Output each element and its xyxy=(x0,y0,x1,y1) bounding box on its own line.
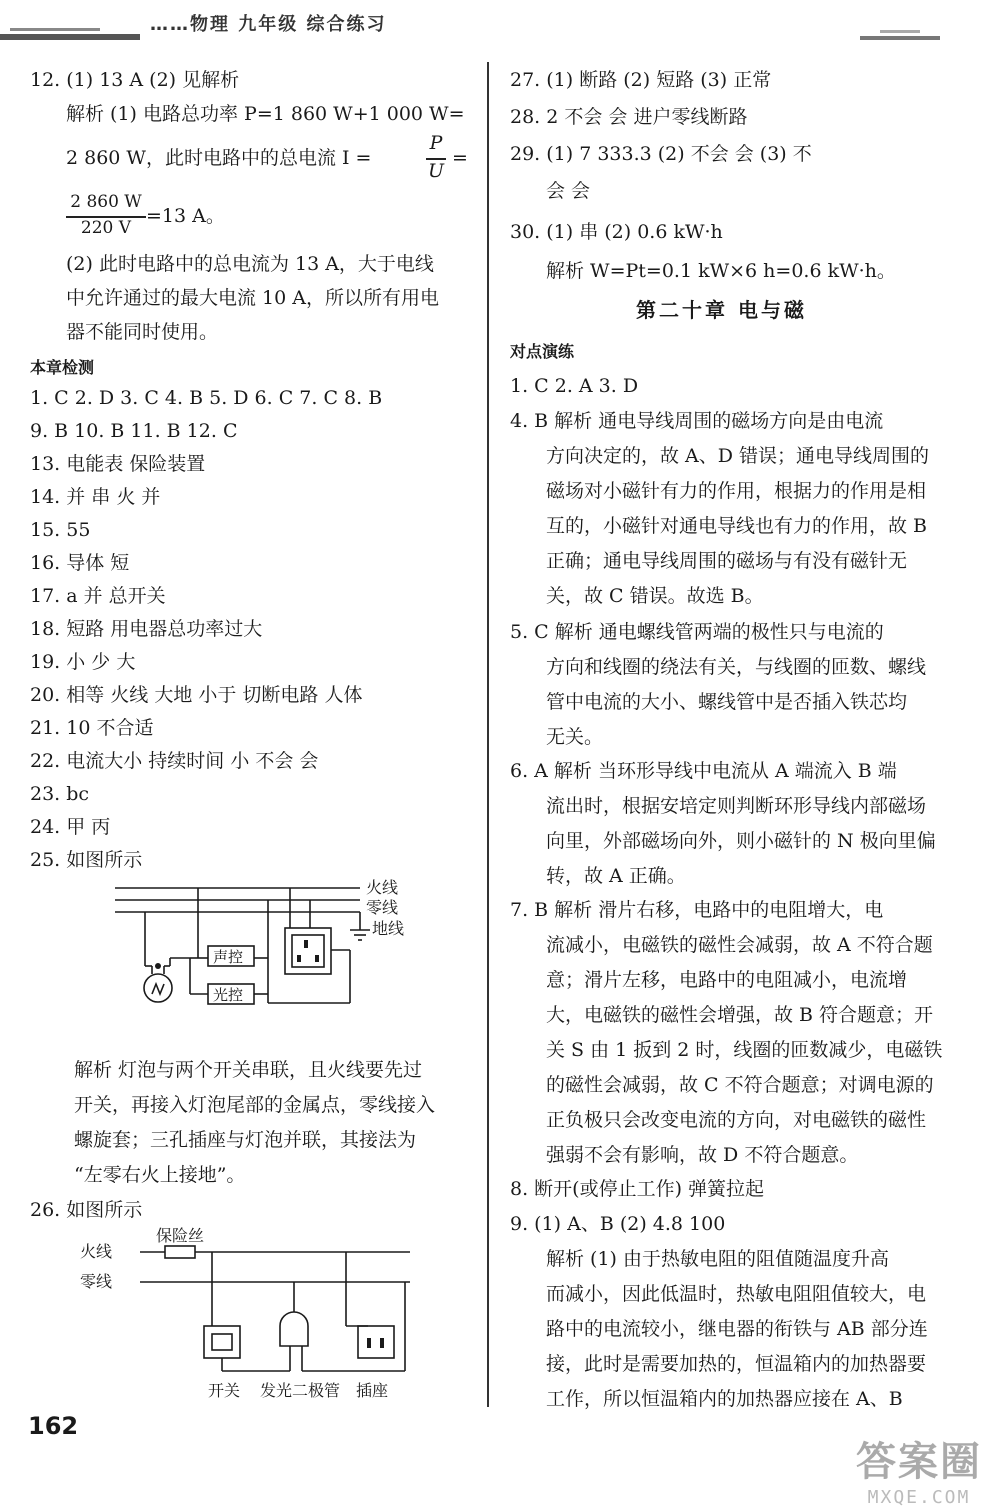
answer-line: 9. B 10. B 11. B 12. C xyxy=(30,420,238,442)
page-header xyxy=(0,0,1000,48)
answer-line: 20. 相等 火线 大地 小于 切断电路 人体 xyxy=(30,684,363,706)
answer-line: 5. C 解析 通电螺线管两端的极性只与电流的 xyxy=(510,621,884,643)
fig25-label-sound-switch: 声控 xyxy=(213,948,244,966)
fig26-caption-socket: 插座 xyxy=(356,1381,389,1400)
answer-line: 路中的电流较小，继电器的衔铁与 AB 部分连 xyxy=(546,1318,928,1340)
answer-line: 会 会 xyxy=(546,180,591,202)
answer-line: 23. bc xyxy=(30,783,90,805)
section-title-practice: 对点演练 xyxy=(510,342,575,361)
equals-sign: = xyxy=(452,147,468,169)
answer-line: 正确；通电导线周围的磁场与有没有磁针无 xyxy=(546,550,908,572)
q25-explain-line: 螺旋套；三孔插座与灯泡并联，其接法为 xyxy=(74,1129,417,1151)
fig26-label-live: 火线 xyxy=(80,1242,113,1261)
answer-line: 30. (1) 串 (2) 0.6 kW·h xyxy=(510,221,723,243)
answer-line: 15. 55 xyxy=(30,519,91,541)
watermark xyxy=(856,1430,982,1508)
answer-line: 4. B 解析 通电导线周围的磁场方向是由电流 xyxy=(510,410,884,432)
answer-line: 24. 甲 丙 xyxy=(30,816,111,838)
answer-line: 解析 (1) 由于热敏电阻的阻值随温度升高 xyxy=(546,1248,889,1270)
watermark-url: MXQE.COM xyxy=(867,1487,971,1508)
answer-line: 29. (1) 7 333.3 (2) 不会 会 (3) 不 xyxy=(510,143,812,165)
page-number: 162 xyxy=(28,1412,79,1440)
q25-explain-line: “左零右火上接地”。 xyxy=(74,1164,246,1186)
q12-line6: 中允许通过的最大电流 10 A，所以所有用电 xyxy=(66,287,439,309)
answer-line: 9. (1) A、B (2) 4.8 100 xyxy=(510,1213,726,1235)
q12-line3: 2 860 W，此时电路中的总电流 I = xyxy=(66,147,372,169)
column-divider xyxy=(487,62,489,1407)
fraction-denominator: U xyxy=(427,160,444,182)
answer-line: 接，此时是需要加热的，恒温箱内的加热器要 xyxy=(546,1353,927,1375)
answer-line: 无关。 xyxy=(546,726,604,748)
answer-line: 意；滑片左移，电路中的电阻减小，电流增 xyxy=(546,969,908,991)
answer-line: 27. (1) 断路 (2) 短路 (3) 正常 xyxy=(510,69,772,91)
answer-line: 7. B 解析 滑片右移，电路中的电阻增大，电 xyxy=(510,899,884,921)
fraction2-numerator: 2 860 W xyxy=(70,192,142,212)
answer-line: 互的，小磁针对通电导线也有力的作用，故 B xyxy=(546,515,928,537)
fig26-caption-switch: 开关 xyxy=(208,1381,241,1400)
fig26-label-neutral: 零线 xyxy=(80,1272,113,1291)
fig25-label-live: 火线 xyxy=(366,878,399,897)
answer-line: 17. a 并 总开关 xyxy=(30,585,166,607)
answer-line: 方向决定的，故 A、D 错误；通电导线周围的 xyxy=(546,445,930,467)
q25-explain-line: 开关，再接入灯泡尾部的金属点，零线接入 xyxy=(74,1094,436,1116)
section-title-chapter-test: 本章检测 xyxy=(30,358,95,377)
header-title: ……物理 九年级 综合练习 xyxy=(150,14,387,35)
answer-line: 流出时，根据安培定则判断环形导线内部磁场 xyxy=(546,795,927,817)
fraction2-denominator: 220 V xyxy=(80,218,132,238)
answer-line: 转，故 A 正确。 xyxy=(546,865,686,887)
watermark-logo-text: 答案圈 xyxy=(856,1439,982,1485)
answer-line: 8. 断开(或停止工作) 弹簧拉起 xyxy=(510,1178,765,1200)
q12-line1: 12. (1) 13 A (2) 见解析 xyxy=(30,69,240,91)
q12-line5: (2) 此时电路中的总电流为 13 A，大于电线 xyxy=(66,253,434,275)
answer-line: 14. 并 串 火 并 xyxy=(30,486,161,508)
q12-line2: 解析 (1) 电路总功率 P=1 860 W+1 000 W= xyxy=(66,103,465,125)
fig25-label-ground: 地线 xyxy=(372,919,405,938)
answer-line: 向里，外部磁场向外，则小磁针的 N 极向里偏 xyxy=(546,830,936,852)
figure-25-circuit xyxy=(110,878,430,1028)
fig26-label-fuse: 保险丝 xyxy=(156,1226,205,1245)
answer-line: 而减小，因此低温时，热敏电阻阻值较大，电 xyxy=(546,1283,927,1305)
answer-line: 21. 10 不合适 xyxy=(30,717,154,739)
q25-explain-line: 解析 灯泡与两个开关串联，且火线要先过 xyxy=(74,1059,423,1081)
answer-line: 13. 电能表 保险装置 xyxy=(30,453,206,475)
answer-line: 正负极只会改变电流的方向，对电磁铁的磁性 xyxy=(546,1109,927,1131)
q12-line4: =13 A。 xyxy=(146,205,225,227)
chapter-title: 第二十章 电与磁 xyxy=(636,298,807,322)
answer-line: 28. 2 不会 会 进户零线断路 xyxy=(510,106,748,128)
answer-line: 磁场对小磁针有力的作用，根据力的作用是相 xyxy=(546,480,927,502)
answer-line: 1. C 2. A 3. D xyxy=(510,375,639,397)
answer-line: 的磁性会减弱，故 C 不符合题意；对调电源的 xyxy=(546,1074,934,1096)
answer-line: 解析 W=Pt=0.1 kW×6 h=0.6 kW·h。 xyxy=(546,260,896,282)
answer-line: 强弱不会有影响，故 D 不符合题意。 xyxy=(546,1144,859,1166)
answer-line: 22. 电流大小 持续时间 小 不会 会 xyxy=(30,750,319,772)
fraction-numerator: P xyxy=(429,132,443,154)
answer-line: 16. 导体 短 xyxy=(30,552,130,574)
answer-line: 关 S 由 1 扳到 2 时，线圈的匝数减少，电磁铁 xyxy=(546,1039,943,1061)
answer-line: 1. C 2. D 3. C 4. B 5. D 6. C 7. C 8. B xyxy=(30,387,383,409)
answer-line: 6. A 解析 当环形导线中电流从 A 端流入 B 端 xyxy=(510,760,897,782)
fig25-label-light-switch: 光控 xyxy=(213,986,244,1004)
answer-line: 大，电磁铁的磁性会增强，故 B 符合题意；开 xyxy=(546,1004,934,1026)
q26-line: 26. 如图所示 xyxy=(30,1199,143,1221)
answer-line: 19. 小 少 大 xyxy=(30,651,136,673)
fig25-label-neutral: 零线 xyxy=(366,898,399,917)
answer-line: 流减小，电磁铁的磁性会减弱，故 A 不符合题 xyxy=(546,934,933,956)
q12-line7: 器不能同时使用。 xyxy=(66,321,219,343)
answer-line: 管中电流的大小、螺线管中是否插入铁芯均 xyxy=(546,691,908,713)
fig26-caption-led: 发光二极管 xyxy=(260,1381,341,1400)
answer-line: 工作，所以恒温箱内的加热器应接在 A、B xyxy=(546,1388,903,1410)
answer-line: 关，故 C 错误。故选 B。 xyxy=(546,585,764,607)
answer-line: 18. 短路 用电器总功率过大 xyxy=(30,618,263,640)
answer-line: 25. 如图所示 xyxy=(30,849,143,871)
answer-line: 方向和线圈的绕法有关，与线圈的匝数、螺线 xyxy=(546,656,927,678)
figure-26-circuit xyxy=(80,1226,425,1401)
